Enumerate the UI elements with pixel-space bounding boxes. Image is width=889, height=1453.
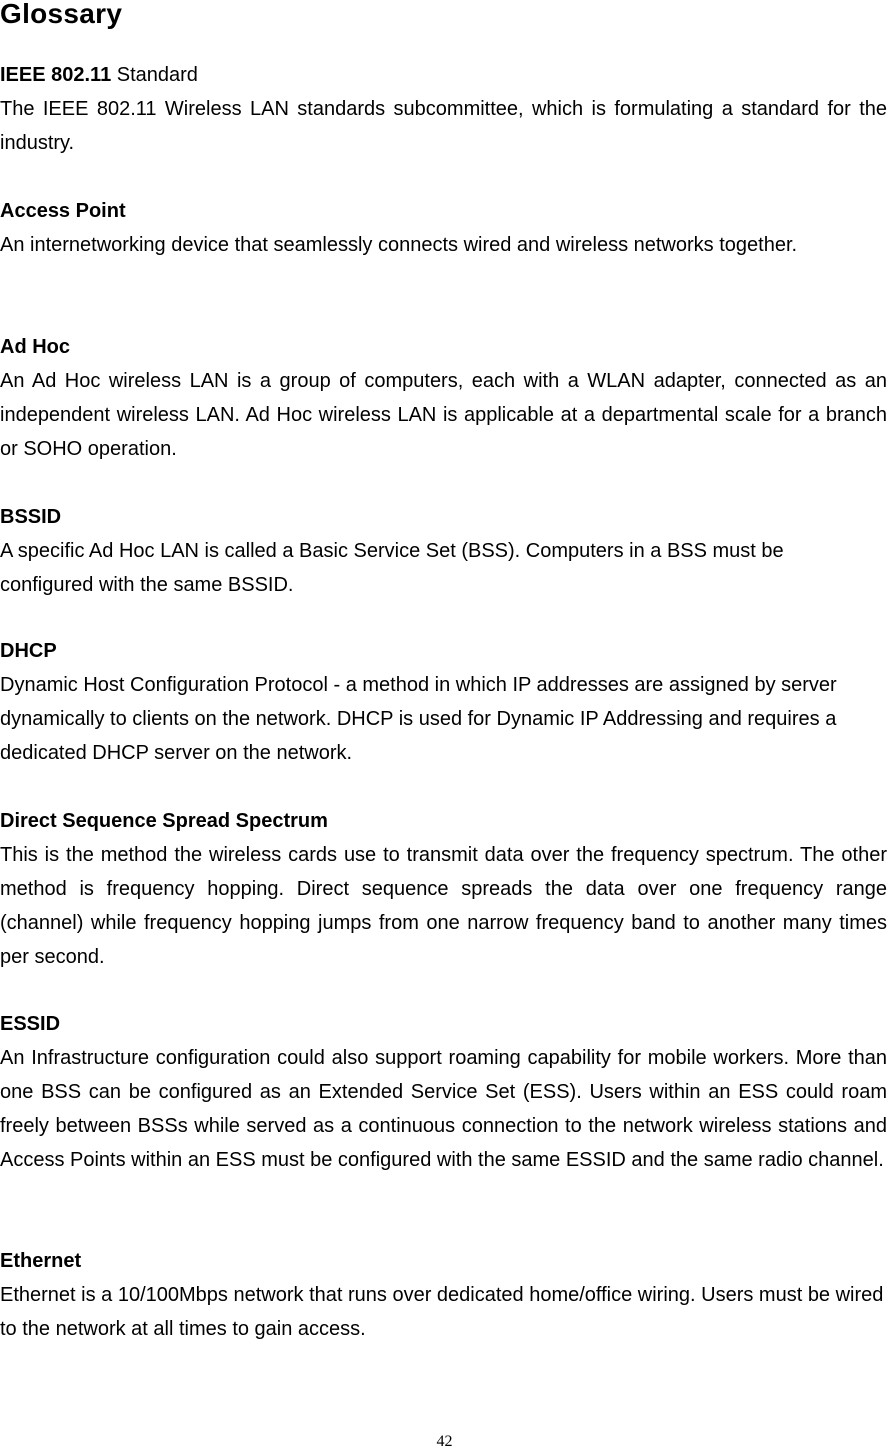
term-name: IEEE 802.11 — [0, 64, 112, 86]
glossary-definition: Ethernet is a 10/100Mbps network that runs over dedicated home/office wiring. Users must be wired to the network at all times to gain access. — [0, 1284, 884, 1340]
glossary-term — [0, 58, 887, 92]
term-suffix: Standard — [111, 64, 198, 86]
glossary-term — [0, 1244, 887, 1278]
glossary-entry-ieee — [0, 58, 887, 160]
term-name: BSSID — [0, 506, 62, 528]
term-name: Access Point — [0, 200, 126, 222]
term-name: Direct Sequence Spread Spectrum — [0, 810, 328, 832]
glossary-term — [0, 804, 887, 838]
glossary-term — [0, 634, 885, 668]
glossary-term — [0, 1007, 887, 1041]
glossary-entry-dhcp — [0, 634, 885, 770]
glossary-definition: An Ad Hoc wireless LAN is a group of computers, each with a WLAN adapter, connected as an independent wireless LAN. Ad Hoc wireless LAN is applicable at a departmental scale for a branch or SOHO operation. — [0, 370, 887, 460]
glossary-definition: An Infrastructure configuration could also support roaming capability for mobile workers. More than one BSS can be configured as an Extended Service Set (ESS). Users within an ESS could roam freely between BSSs while served as a continuous connection to the network wireless stations and Access Points within an ESS must be configured with the same ESSID and the same radio channel. — [0, 1047, 887, 1171]
glossary-definition: The IEEE 802.11 Wireless LAN standards subcommittee, which is formulating a standard for the industry. — [0, 98, 887, 154]
glossary-entry-dsss — [0, 804, 887, 974]
glossary-entry-essid — [0, 1007, 887, 1177]
glossary-entry-ad-hoc — [0, 330, 887, 466]
glossary-definition: This is the method the wireless cards use to transmit data over the frequency spectrum. The other method is frequency hopping. Direct sequence spreads the data over one frequency range (channel) while frequency hopping jumps from one narrow frequency band to another many times per second. — [0, 844, 887, 968]
glossary-entry-access-point — [0, 194, 887, 262]
glossary-entry-ethernet — [0, 1244, 887, 1346]
term-name: DHCP — [0, 640, 57, 662]
glossary-term — [0, 330, 887, 364]
glossary-term — [0, 500, 845, 534]
term-name: Ad Hoc — [0, 336, 70, 358]
glossary-definition: Dynamic Host Configuration Protocol - a method in which IP addresses are assigned by server dynamically to clients on the network. DHCP is used for Dynamic IP Addressing and requires a dedicated DHCP server on the network. — [0, 674, 837, 764]
glossary-entry-bssid — [0, 500, 845, 602]
term-name: Ethernet — [0, 1250, 82, 1272]
page-number: 42 — [436, 1433, 453, 1450]
glossary-definition: A specific Ad Hoc LAN is called a Basic Service Set (BSS). Computers in a BSS must be configured with the same BSSID. — [0, 540, 784, 596]
term-name: ESSID — [0, 1013, 61, 1035]
glossary-term — [0, 194, 887, 228]
page-title: Glossary — [0, 0, 123, 29]
glossary-definition: An internetworking device that seamlessly connects wired and wireless networks together. — [0, 234, 798, 256]
